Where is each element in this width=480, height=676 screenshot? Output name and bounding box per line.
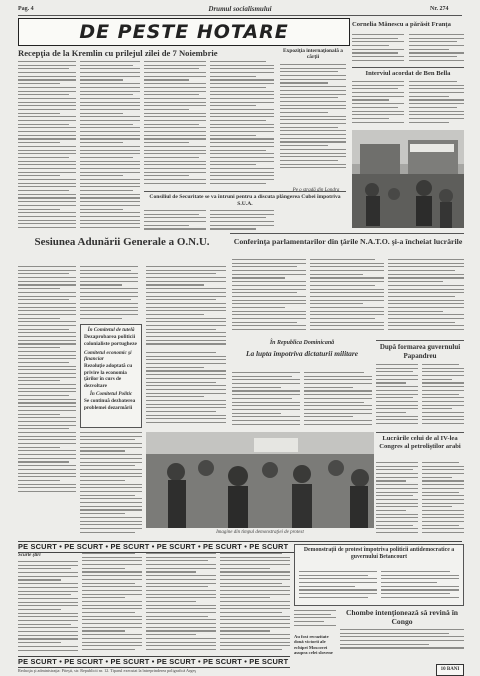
brief-col4	[220, 553, 290, 655]
section-banner-text: DE PESTE HOTARE	[79, 21, 289, 43]
resolution-trusteeship: În Comitetul de tutelă	[87, 327, 135, 333]
headline-ben-bella: Interviul acordat de Ben Bella	[365, 70, 451, 77]
headline-book-expo: Expoziţia internaţională a cărţii	[283, 48, 343, 61]
price-badge	[436, 664, 464, 676]
betancourt-box	[294, 544, 464, 606]
issue-number: Nr. 274	[430, 6, 449, 12]
resolution-box	[80, 324, 142, 428]
header-rule	[18, 15, 462, 16]
article-cornelia-col2	[409, 34, 464, 66]
article-dominican-col2	[304, 372, 372, 428]
article-arab-oil-col1	[376, 462, 418, 538]
article-betancourt-col2	[381, 571, 459, 603]
photo-demonstration-image	[146, 432, 374, 528]
resolution-disarmament: Se continuă dezbaterea problemei dezarmării	[84, 398, 136, 411]
article-ben-bella-col1	[352, 81, 404, 127]
article-papandreu-col1	[376, 364, 418, 428]
headline-moscow-football: Au fost recuzitate două victorii ale echipei Moscovei asupra celei slovene	[294, 634, 333, 656]
article-papandreu-col2	[422, 364, 464, 428]
kicker-london-street: Pe o stradă din Londra	[292, 188, 340, 193]
resolution-developing-economies: Rezoluţie adoptată cu privire la economia ţărilor în curs de dezvoltare	[84, 363, 133, 389]
article-un-col2b	[80, 432, 142, 536]
page-label: Pag. 4	[18, 6, 34, 12]
article-betancourt-col1	[299, 571, 377, 603]
section-banner	[18, 18, 350, 46]
photo-street-scene-image	[352, 130, 464, 228]
article-kremlin-col3	[144, 61, 206, 189]
footer-credits: Redacţia şi administraţia: Piteşti, str. Republicii nr. 12. Tiparul executat la întreprinderea poligrafică Argeş	[18, 668, 196, 673]
resolution-political-committee: În Comitetul Politic	[89, 391, 133, 398]
article-un-col2	[80, 266, 138, 322]
brief-col3	[146, 553, 216, 655]
article-kremlin-col4	[210, 61, 274, 189]
headline-betancourt-protests: Demonstraţii de protest împotriva politicii antidemocratice a guvernului Betancourt	[303, 547, 455, 560]
article-un-col1	[18, 266, 76, 496]
news-brief-band-top: PE SCURT • PE SCURT • PE SCURT • PE SCURT • PE SCURT • PE SCURT	[18, 541, 462, 553]
headline-arab-oil-congress: Lucrările celui de al IV-lea Congres al petroliştilor arabi	[379, 435, 461, 450]
article-security-council-col1	[144, 210, 206, 232]
resolution-economic-committee: Comitetul economic şi financiar	[84, 349, 132, 362]
article-nato-col3	[388, 259, 464, 335]
newspaper-title: Drumul socialismului	[208, 5, 272, 13]
rule-right-1	[352, 67, 464, 68]
article-ben-bella-col2	[409, 81, 464, 127]
article-arab-oil-col2	[422, 462, 464, 538]
article-nato-col1	[232, 259, 306, 335]
rule-arab-oil	[376, 432, 464, 433]
article-un-col3	[146, 266, 226, 348]
headline-nato-conference: Conferinţa parlamentarilor din ţările N.A.T.O. şi-a încheiat lucrările	[233, 237, 463, 246]
headline-papandreu-government: După formarea guvernului Papandreu	[379, 343, 461, 360]
headline-fight-dictatorship: La lupta împotriva dictaturii militare	[245, 349, 359, 358]
headline-cornelia-manescu: Cornelia Mănescu a părăsit Franţa	[352, 21, 451, 28]
rule-papandreu	[376, 340, 464, 341]
article-kremlin-col2	[80, 61, 140, 231]
article-un-col3b	[146, 352, 226, 428]
photo-street-scene	[352, 130, 464, 228]
article-book-expo	[280, 64, 346, 174]
article-nato-col2	[310, 259, 384, 335]
photo-demonstration	[146, 432, 374, 528]
article-cornelia-col1	[352, 34, 404, 66]
headline-security-council: Consiliul de Securitate se va întruni pentru a discuta plângerea Cubei împotriva S.U.A.	[149, 194, 341, 207]
article-kremlin-col1	[18, 61, 76, 231]
price-label: 10 BANI	[440, 667, 460, 672]
article-small-left-chombe	[294, 610, 336, 632]
headline-kremlin-reception: Recepţia de la Kremlin cu prilejul zilei de 7 Noiembrie	[18, 48, 218, 58]
news-brief-band-bottom: PE SCURT • PE SCURT • PE SCURT • PE SCURT • PE SCURT • PE SCURT	[18, 657, 289, 666]
kicker-short-news: Scurte ştiri	[18, 553, 41, 558]
rule-nato	[230, 233, 464, 234]
brief-col1	[18, 561, 78, 655]
article-chombe	[340, 629, 464, 653]
headline-chombe-congo: Chombe intenţionează să revină în Congo	[345, 608, 459, 627]
photo-caption: Imagine din timpul demonstraţiei de protest	[216, 530, 304, 535]
kicker-dominican-republic: În Republica Dominicană	[269, 340, 335, 346]
resolution-portuguese-policy: Dezaprobarea politicii colonialiste portugheze	[84, 334, 137, 347]
article-security-council-col2	[210, 210, 274, 232]
article-dominican-col1	[232, 372, 300, 428]
brief-col2	[82, 553, 142, 655]
headline-un-general-assembly: Sesiunea Adunării Generale a O.N.U.	[34, 236, 210, 248]
